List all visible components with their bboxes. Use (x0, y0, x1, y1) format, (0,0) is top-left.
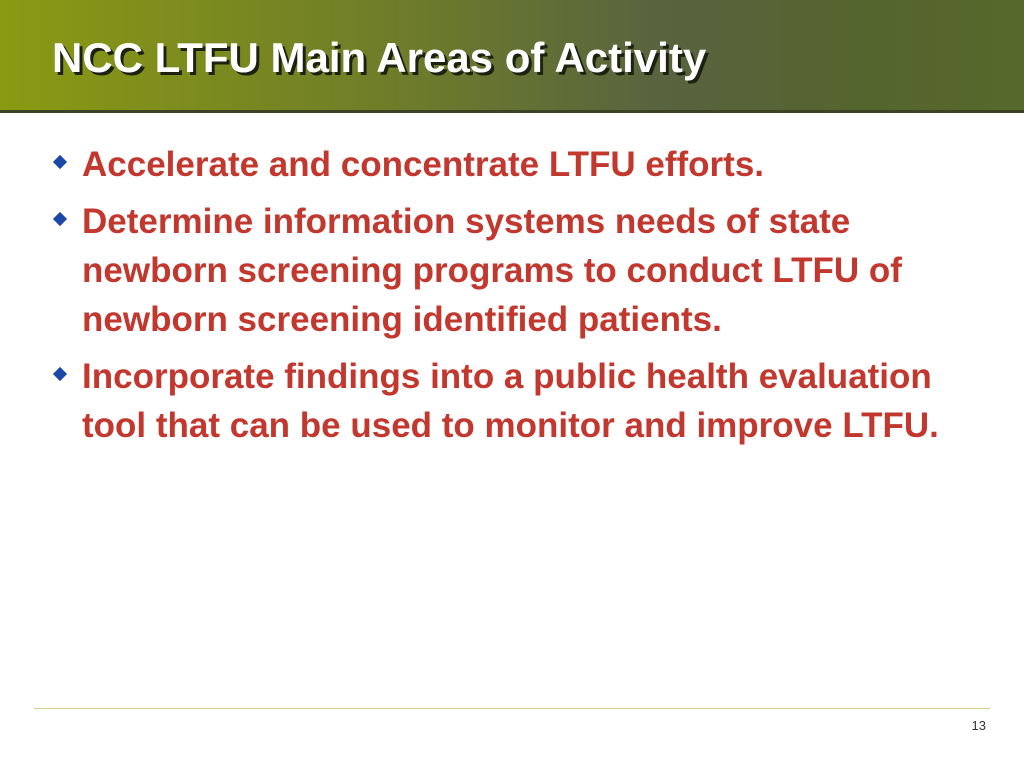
bullet-list (50, 140, 990, 458)
bullet-text: Accelerate and concentrate LTFU efforts. (82, 145, 765, 184)
title-bar (0, 0, 1024, 112)
page-number: 13 (971, 718, 986, 733)
list-item (50, 352, 990, 450)
title-divider (0, 110, 1024, 113)
slide-title: NCC LTFU Main Areas of Activity (52, 34, 707, 81)
bullet-text: Determine information systems needs of state newborn screening programs to conduct LTFU of newborn screening identified patients. (82, 202, 902, 339)
footer-divider (34, 708, 990, 709)
diamond-bullet-icon (53, 212, 67, 226)
diamond-bullet-icon (53, 367, 67, 381)
diamond-bullet-icon (53, 155, 67, 169)
list-item (50, 140, 990, 189)
list-item (50, 197, 990, 344)
bullet-text: Incorporate findings into a public health evaluation tool that can be used to monitor and improve LTFU. (82, 357, 939, 445)
